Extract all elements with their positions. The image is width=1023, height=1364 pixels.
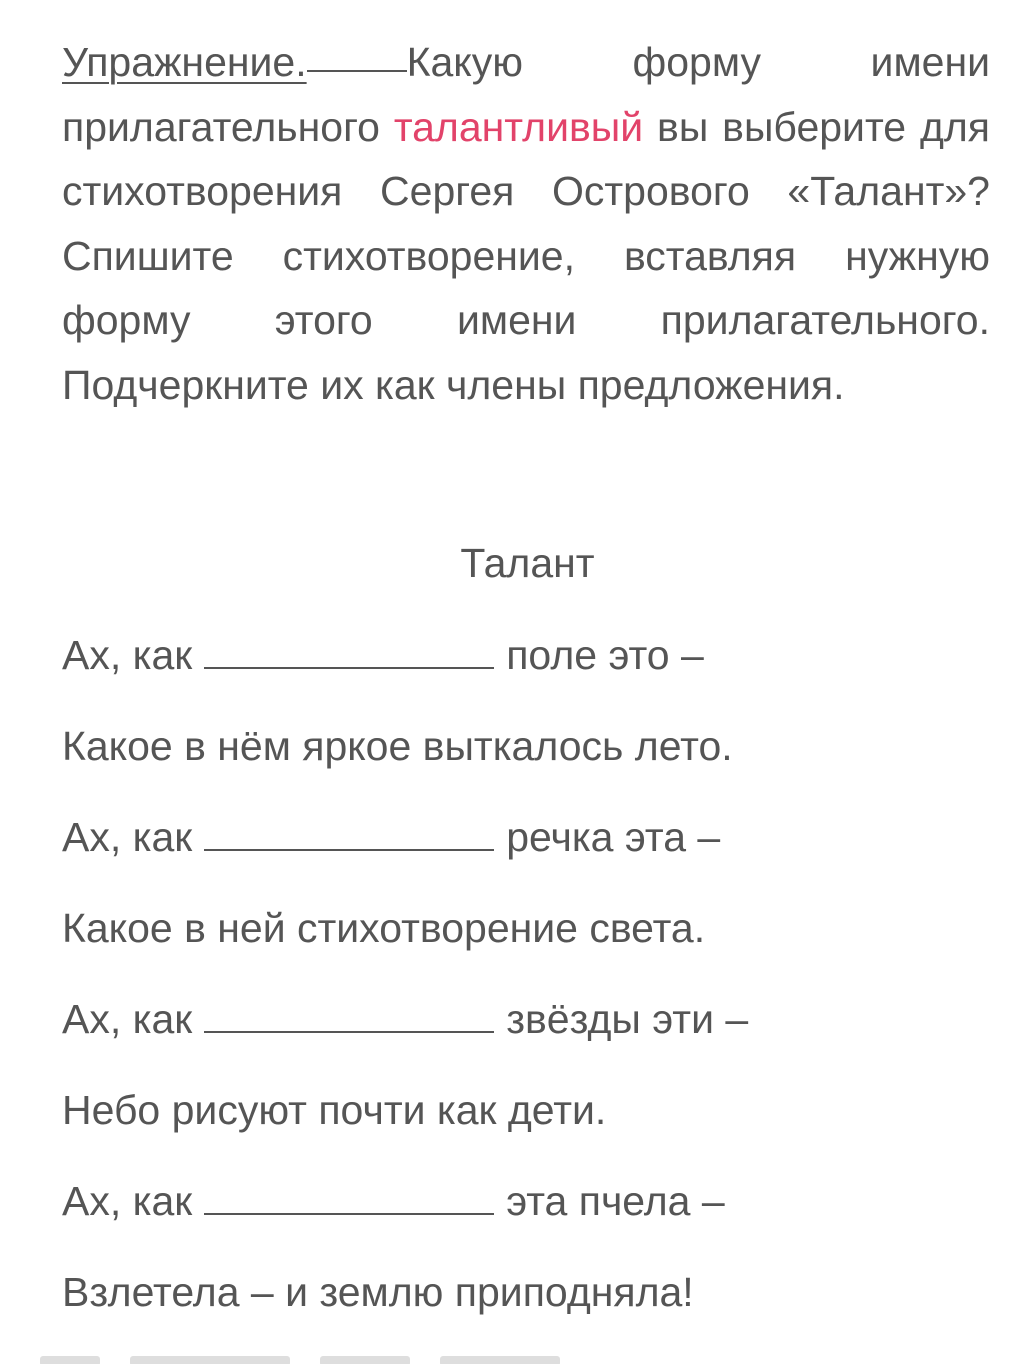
fill-in-blank[interactable] [204,637,494,669]
poem-line-end: речка эта – [506,814,721,860]
poem-line-7 [62,1173,725,1229]
cropped-next-line [0,1356,1023,1364]
poem-line-8 [62,1264,694,1320]
fill-in-blank[interactable] [204,1001,494,1033]
poem-line-end: звёзды эти – [506,996,749,1042]
poem-line-text: Какое в нём яркое выткалось лето. [62,723,733,769]
poem-line-2 [62,718,733,774]
poem-line-end: поле это – [506,632,704,678]
poem-line-text: Какое в ней стихотворение света. [62,905,706,951]
poem-line-4 [62,900,705,956]
highlighted-adjective: талантливый [393,103,644,150]
poem-line-5 [62,991,748,1047]
poem-title: Талант [460,540,595,586]
label-underline-gap [307,69,407,72]
poem-line-text: Небо рисуют почти как дети. [62,1087,607,1133]
cropped-previous-line [0,0,1023,4]
poem-line-6 [62,1082,606,1138]
poem-line-end: эта пчела – [506,1178,725,1224]
poem-line-start: Ах, как [62,996,193,1042]
exercise-label: Упражнение. [62,39,307,85]
poem-line-start: Ах, как [62,1178,193,1224]
poem-line-start: Ах, как [62,632,193,678]
poem-line-text: Взлетела – и землю приподняла! [62,1269,694,1315]
poem-line-start: Ах, как [62,814,193,860]
exercise-text-before: Какую форму имени прилагательного [62,39,990,150]
poem-line-3 [62,809,720,865]
fill-in-blank[interactable] [204,1183,494,1215]
exercise-instructions [62,30,990,417]
exercise-text-after: вы выберите для стихотворения Сергея Острового «Талант»? Спишите стихотворение, вставляя нужную форму этого имени прилагательного. Подчеркните их как члены предложения. [62,103,990,408]
fill-in-blank[interactable] [204,819,494,851]
poem-line-1 [62,627,704,683]
